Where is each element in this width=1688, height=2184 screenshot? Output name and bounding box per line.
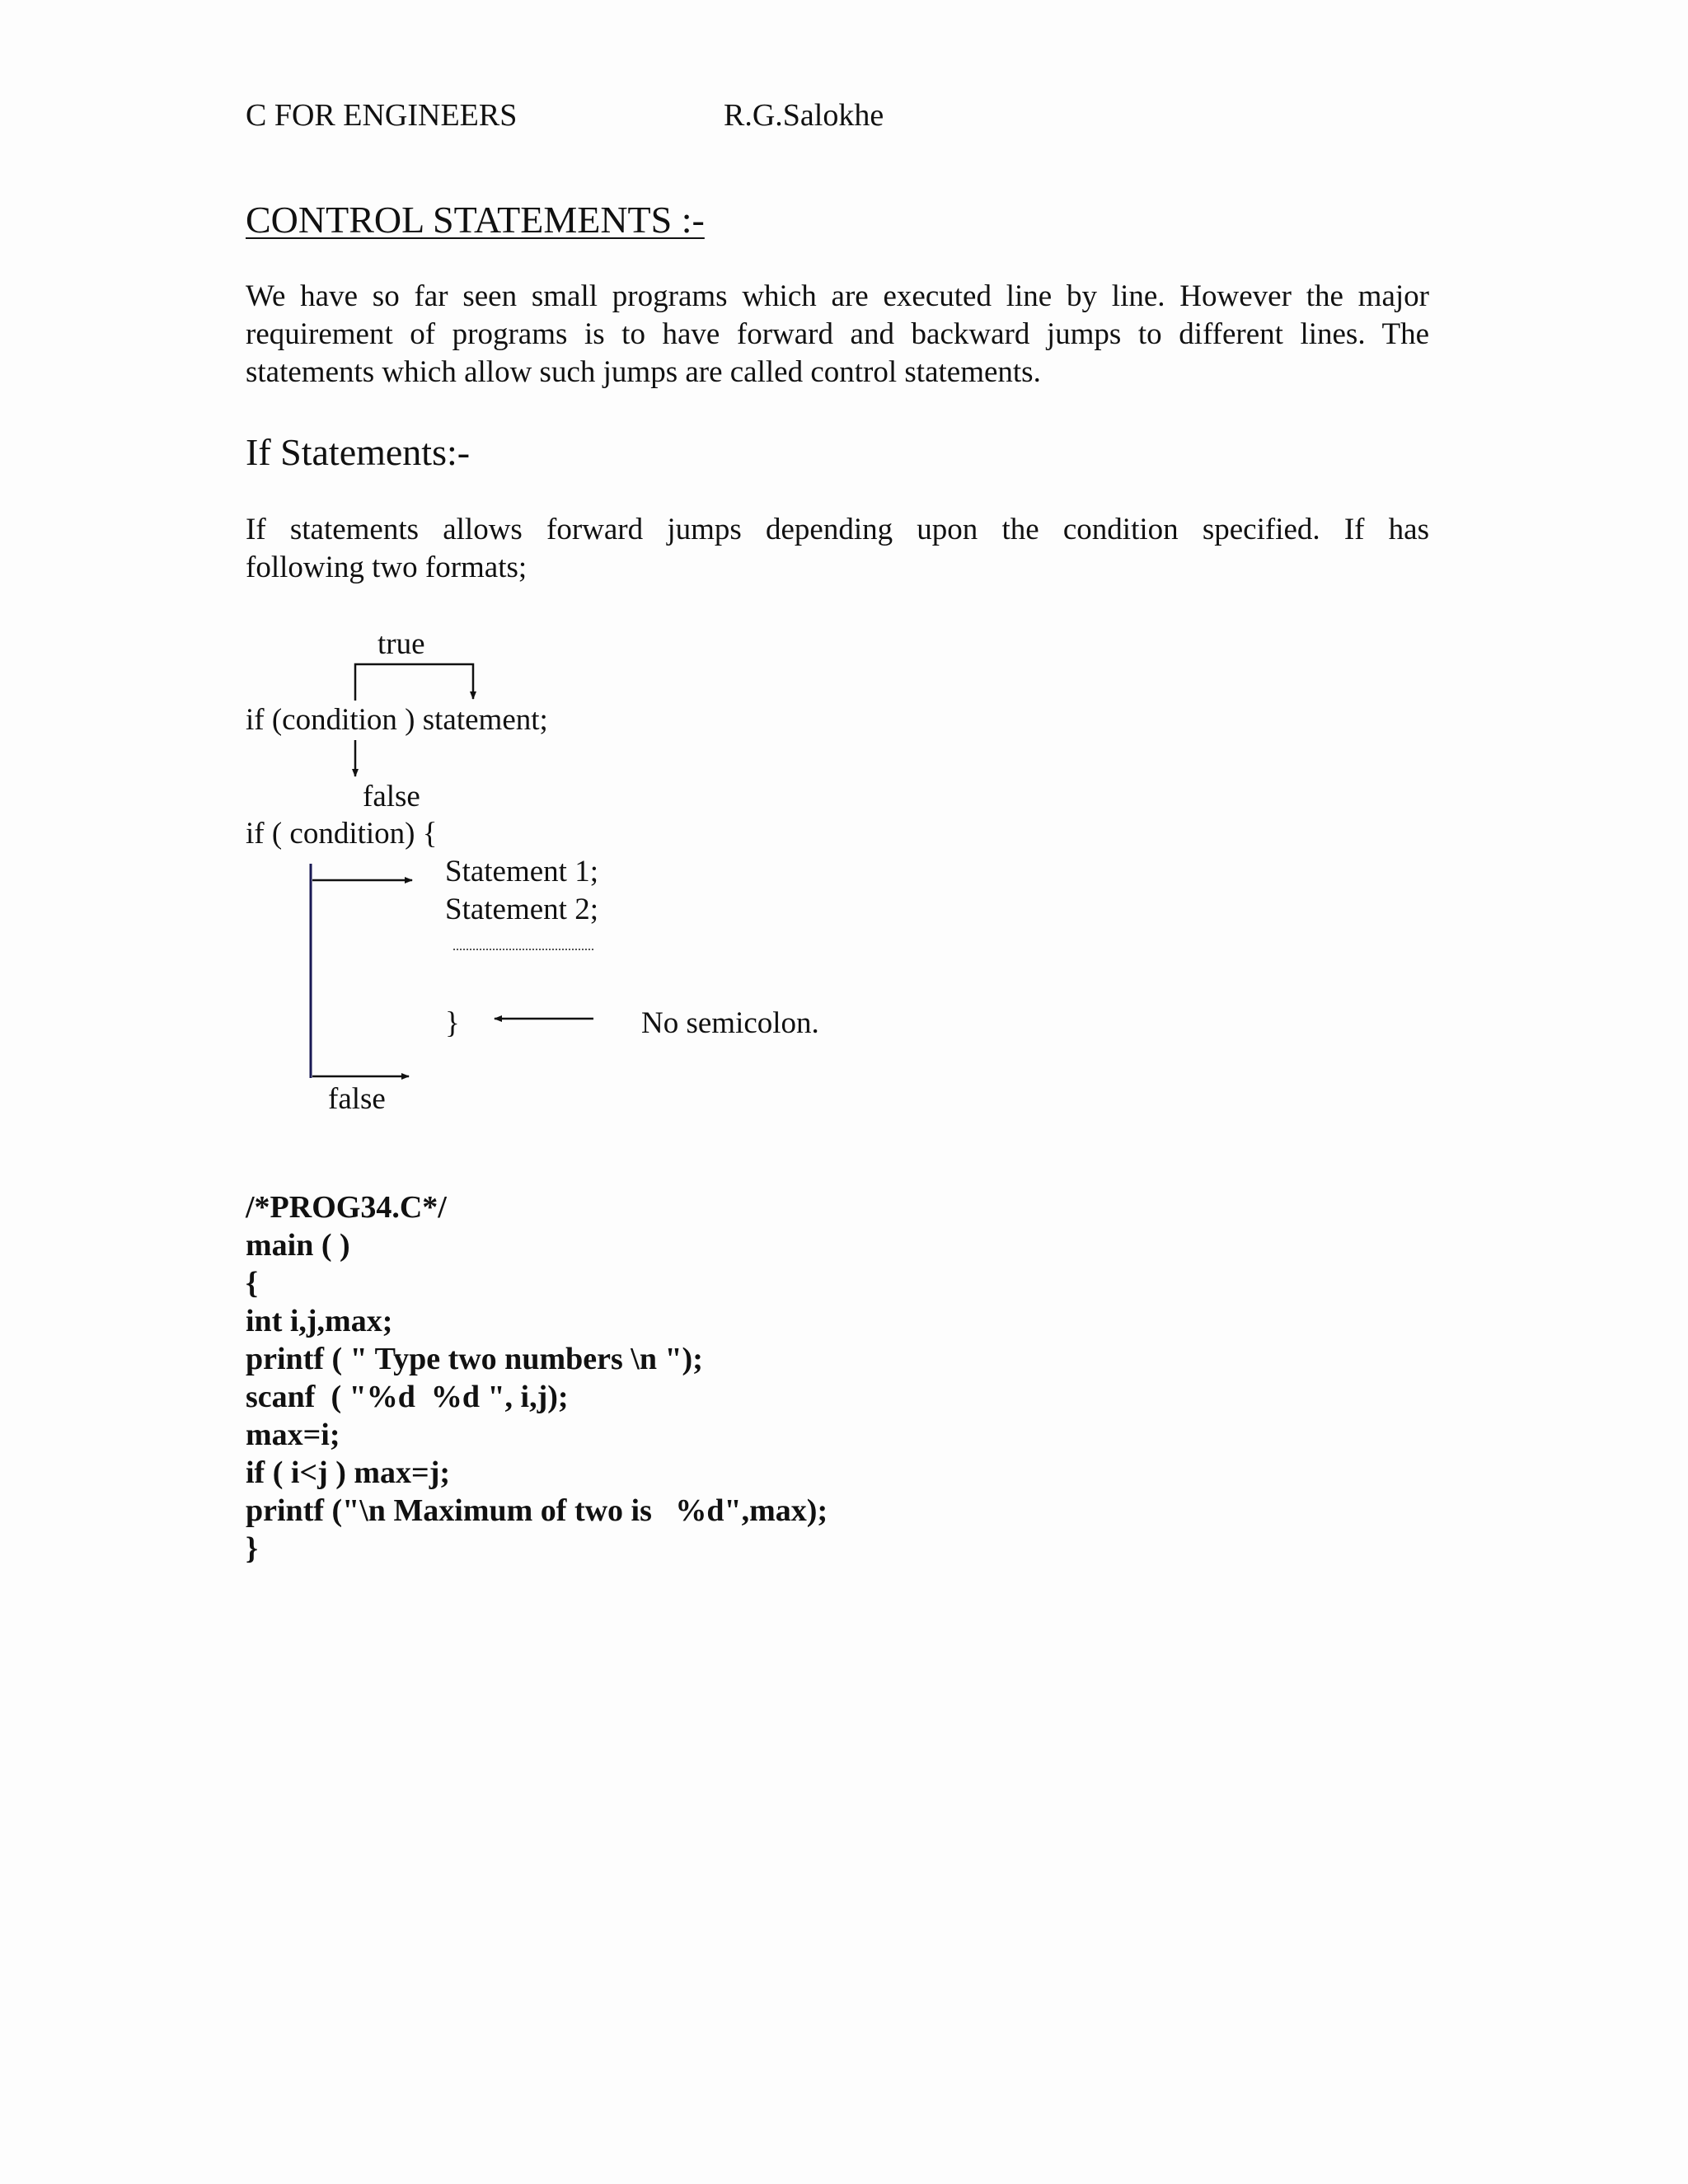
code-line: { <box>246 1266 258 1301</box>
format2-false-label: false <box>328 1082 386 1116</box>
program-listing <box>246 1188 828 1568</box>
intro-line: requirement of programs is to have forward and backward jumps to different lines. The <box>246 317 1429 351</box>
code-line: printf ("\n Maximum of two is %d",max); <box>246 1493 828 1528</box>
intro-line: statements which allow such jumps are called control statements. <box>246 355 1041 389</box>
code-line: max=i; <box>246 1418 340 1452</box>
code-line: /*PROG34.C*/ <box>246 1190 447 1225</box>
code-line: if ( i<j ) max=j; <box>246 1455 451 1490</box>
subsection-title: If Statements:- <box>246 431 471 473</box>
section-title: CONTROL STATEMENTS :- <box>246 199 705 241</box>
true-jump-arrow <box>355 664 473 701</box>
format1-true-label: true <box>377 627 425 661</box>
format2-closing-brace: } <box>445 1006 460 1040</box>
if-line: following two formats; <box>246 551 528 584</box>
format1-false-label: false <box>363 780 420 813</box>
author-name: R.G.Salokhe <box>724 98 884 133</box>
code-line: printf ( " Type two numbers \n "); <box>246 1342 703 1376</box>
code-line: int i,j,max; <box>246 1304 393 1338</box>
code-line: main ( ) <box>246 1228 350 1263</box>
format2-statement2: Statement 2; <box>445 893 598 926</box>
if-line: If statements allows forward jumps depending upon the condition specified. If has <box>246 513 1429 546</box>
code-line: } <box>246 1531 258 1566</box>
format1-code: if (condition ) statement; <box>246 703 548 737</box>
format2-code: if ( condition) { <box>246 817 438 851</box>
format2-statement1: Statement 1; <box>445 855 598 888</box>
code-line: scanf ( "%d %d ", i,j); <box>246 1380 569 1414</box>
intro-line: We have so far seen small programs which are executed line by line. However the major <box>246 279 1429 313</box>
format2-note: No semicolon. <box>641 1006 819 1040</box>
book-title: C FOR ENGINEERS <box>246 98 518 133</box>
